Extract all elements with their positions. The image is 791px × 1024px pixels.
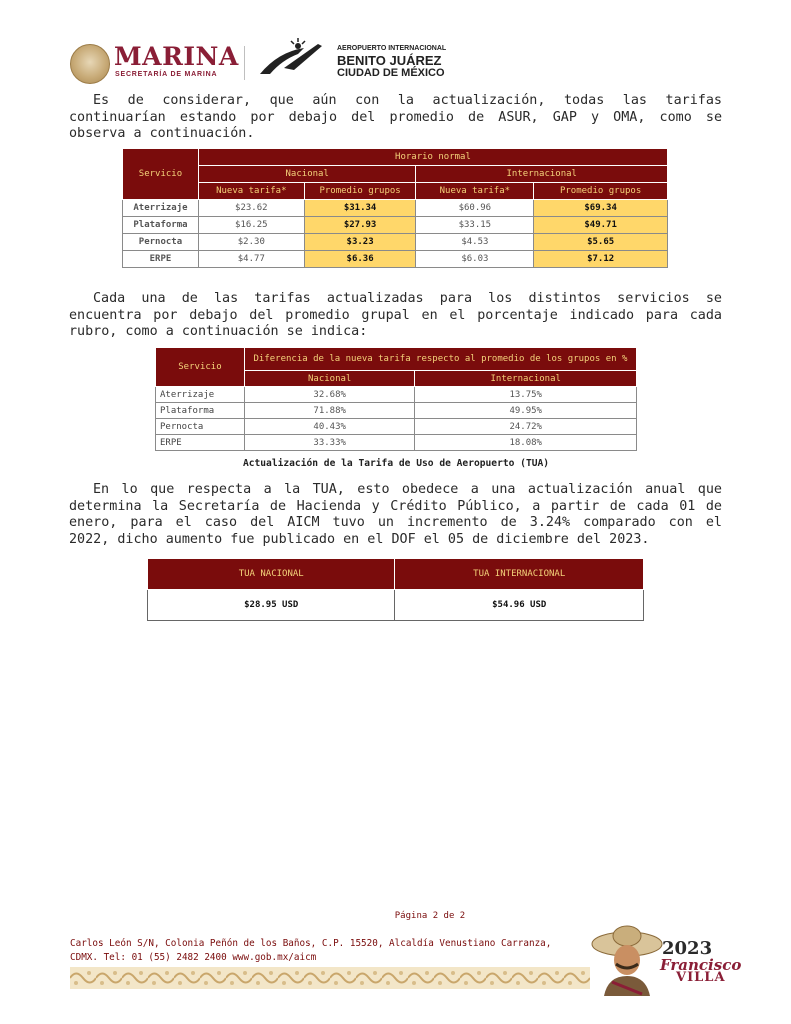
row-label: ERPE <box>123 251 199 268</box>
second-line: Cada una de las tarifas actualizadas para los distintos servicios se <box>93 291 722 306</box>
row-label: Plataforma <box>156 403 245 419</box>
cell-value: $2.30 <box>198 234 304 251</box>
cell-value: 18.08% <box>415 435 637 451</box>
table-row <box>123 234 668 251</box>
tua-line: enero, para el caso del AICM tuvo un incremento de 3.24% comparado con el <box>69 515 722 530</box>
col-internacional: Internacional <box>415 371 637 387</box>
francisco-villa-portrait-icon <box>590 922 664 996</box>
cell-value: $69.34 <box>534 200 668 217</box>
footer-francisco: Francisco <box>660 956 742 974</box>
cell-value: 33.33% <box>244 435 415 451</box>
table-row <box>123 251 668 268</box>
servicio-header: Servicio <box>123 149 199 200</box>
cell-value: 40.43% <box>244 419 415 435</box>
footer-year: 2023 <box>662 938 713 959</box>
tua-nacional-header: TUA NACIONAL <box>148 559 395 590</box>
address-line: Carlos León S/N, Colonia Peñón de los Baños, C.P. 15520, Alcaldía Venustiano Carranza, <box>70 938 552 949</box>
tua-line: 2022, dicho aumento fue publicado en el DOF el 05 de diciembre del 2023. <box>69 531 650 547</box>
intro-line: observa a continuación. <box>69 126 255 141</box>
tua-line: determina la Secretaría de Hacienda y Crédito Público, a partir de cada 01 de <box>69 498 722 514</box>
tua-paragraph <box>69 482 722 548</box>
diff-table-caption: Actualización de la Tarifa de Uso de Aeropuerto (TUA) <box>242 458 550 469</box>
cell-value: $6.36 <box>304 251 416 268</box>
header-divider <box>244 46 245 80</box>
airport-plane-icon <box>258 38 328 80</box>
airport-name-line3: CIUDAD DE MÉXICO <box>337 67 445 79</box>
cell-value: $33.15 <box>416 217 534 234</box>
address-line: CDMX. Tel: 01 (55) 2482 2400 www.gob.mx/aicm <box>70 952 317 963</box>
table-row <box>156 387 637 403</box>
second-line: rubro, como a continuación se indica: <box>69 324 368 339</box>
col-nueva-int: Nueva tarifa* <box>416 183 534 200</box>
table-row <box>123 217 668 234</box>
row-label: Pernocta <box>123 234 199 251</box>
decorative-band <box>70 967 590 989</box>
tua-line: En lo que respecta a la TUA, esto obedece a una actualización anual que <box>93 482 722 497</box>
table-row <box>123 200 668 217</box>
table-row <box>156 419 637 435</box>
cell-value: 49.95% <box>415 403 637 419</box>
intro-line: Es de considerar, que aún con la actualización, todas las tarifas <box>93 93 722 108</box>
internacional-group-header: Internacional <box>416 166 668 183</box>
footer-address <box>70 937 551 965</box>
nacional-group-header: Nacional <box>198 166 416 183</box>
cell-value: $4.77 <box>198 251 304 268</box>
cell-value: 32.68% <box>244 387 415 403</box>
tua-nacional-value: $28.95 USD <box>148 590 395 621</box>
row-label: Aterrizaje <box>123 200 199 217</box>
cell-value: $27.93 <box>304 217 416 234</box>
cell-value: $6.03 <box>416 251 534 268</box>
marina-subtitle: SECRETARÍA DE MARINA <box>115 71 218 78</box>
intro-line: continuarían estando por debajo del promedio de ASUR, GAP y OMA, como se <box>69 109 722 125</box>
servicio-header: Servicio <box>156 348 245 387</box>
tariff-table <box>122 148 668 268</box>
marina-seal-logo <box>70 44 110 84</box>
cell-value: 71.88% <box>244 403 415 419</box>
table-row <box>156 435 637 451</box>
second-paragraph <box>69 291 722 341</box>
horario-header: Horario normal <box>198 149 667 166</box>
footer-villa: VILLA <box>676 970 726 985</box>
cell-value: $3.23 <box>304 234 416 251</box>
col-nacional: Nacional <box>244 371 415 387</box>
cell-value: $16.25 <box>198 217 304 234</box>
cell-value: $23.62 <box>198 200 304 217</box>
tua-internacional-header: TUA INTERNACIONAL <box>395 559 644 590</box>
cell-value: $49.71 <box>534 217 668 234</box>
col-promedio-int: Promedio grupos <box>534 183 668 200</box>
tua-internacional-value: $54.96 USD <box>395 590 644 621</box>
cell-value: $7.12 <box>534 251 668 268</box>
row-label: ERPE <box>156 435 245 451</box>
airport-name-line1: AEROPUERTO INTERNACIONAL <box>337 45 447 52</box>
table-row <box>156 403 637 419</box>
second-line: encuentra por debajo del promedio grupal en el porcentaje indicado para cada <box>69 307 722 323</box>
col-nueva-nac: Nueva tarifa* <box>198 183 304 200</box>
row-label: Aterrizaje <box>156 387 245 403</box>
cell-value: $5.65 <box>534 234 668 251</box>
intro-paragraph <box>69 93 722 143</box>
row-label: Plataforma <box>123 217 199 234</box>
col-promedio-nac: Promedio grupos <box>304 183 416 200</box>
marina-title: MARINA <box>114 42 239 71</box>
cell-value: $4.53 <box>416 234 534 251</box>
airport-name-line2: BENITO JUÁREZ <box>337 53 442 68</box>
cell-value: 13.75% <box>415 387 637 403</box>
row-label: Pernocta <box>156 419 245 435</box>
diff-table <box>155 347 637 451</box>
cell-value: $31.34 <box>304 200 416 217</box>
cell-value: $60.96 <box>416 200 534 217</box>
tua-table <box>147 558 644 621</box>
cell-value: 24.72% <box>415 419 637 435</box>
page-number: Página 2 de 2 <box>394 911 466 921</box>
table-row <box>148 590 644 621</box>
diff-title-header: Diferencia de la nueva tarifa respecto al promedio de los grupos en % <box>244 348 636 371</box>
